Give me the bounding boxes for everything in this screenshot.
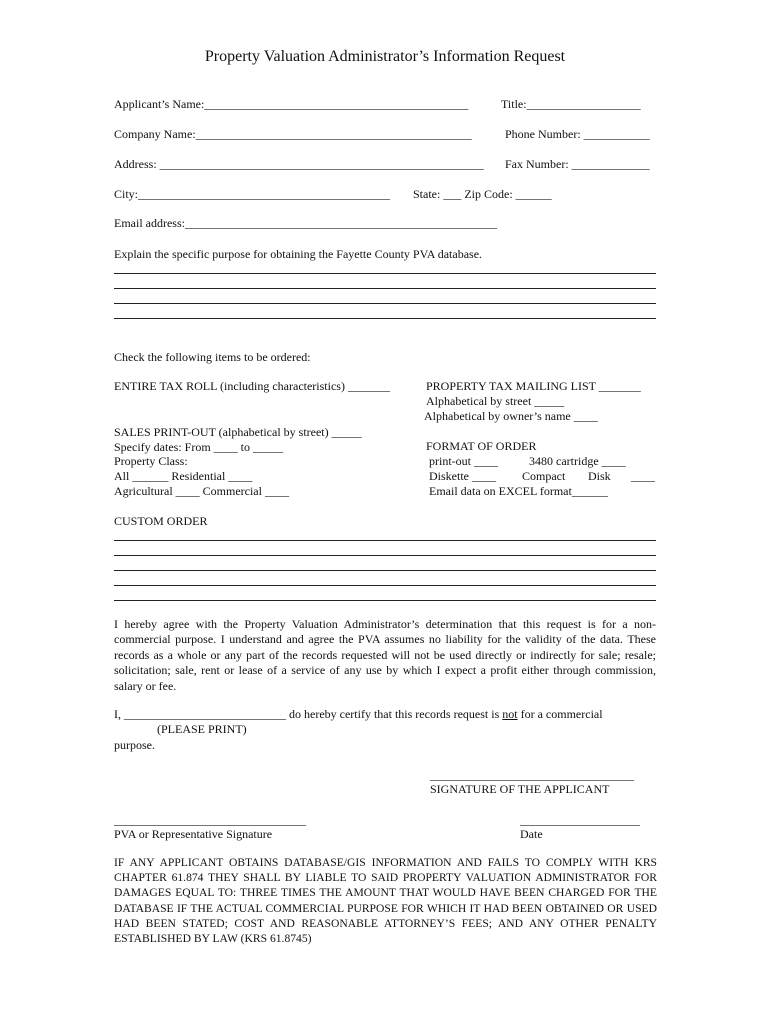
legal-warning: IF ANY APPLICANT OBTAINS DATABASE/GIS INFORMATION AND FAILS TO COMPLY WITH KRS CHAPTER 61.874 THEY SHALL BY LIABLE TO SAID PROPERTY VALUATION ADMINISTRATOR FOR DAMAGES EQUAL TO: THREE TIMES THE AMOUNT THAT WOULD HAVE BEEN CHARGED FOR THE DATABASE IF THE ACTUAL COMMERCIAL PURPOSE FOR WHICH IT HAD BEEN OBTAINED OR USED HAD BEEN STATED; COST AND REASONABLE ATTORNEY’S FEES; AND ANY OTHER PENALTY ESTABLISHED BY LAW (KRS 61.8745) — [114, 856, 657, 946]
order-heading: Check the following items to be ordered: — [114, 350, 311, 364]
custom-order-line[interactable] — [114, 600, 656, 601]
pva-signature-label: PVA or Representative Signature — [114, 827, 273, 841]
disk-blank[interactable]: ____ — [631, 469, 655, 483]
certify-text-start: I, ___________________________ do hereby certify that this records request is — [114, 707, 503, 721]
email-field[interactable]: Email address:____________________________________________________ — [114, 216, 497, 230]
page-title: Property Valuation Administrator’s Information Request — [204, 48, 566, 65]
custom-order-line[interactable] — [114, 585, 656, 586]
applicant-name-field[interactable]: Applicant’s Name:____________________________________________ — [114, 97, 469, 111]
applicant-signature-line[interactable]: __________________________________ — [430, 768, 634, 782]
printout-option[interactable]: print-out ____ — [429, 454, 498, 468]
email-excel-option[interactable]: Email data on EXCEL format______ — [429, 484, 608, 498]
disk-option[interactable]: Disk — [588, 469, 611, 483]
please-print-label: (PLEASE PRINT) — [157, 722, 247, 736]
specify-dates-field[interactable]: Specify dates: From ____ to _____ — [114, 440, 283, 454]
purpose-label: purpose. — [114, 738, 155, 752]
tax-roll-option[interactable]: ENTIRE TAX ROLL (including characteristics) _______ — [114, 379, 390, 393]
purpose-line[interactable] — [114, 288, 656, 289]
custom-order-heading: CUSTOM ORDER — [114, 514, 208, 528]
alpha-owner-option[interactable]: Alphabetical by owner’s name ____ — [424, 409, 598, 423]
custom-order-line[interactable] — [114, 570, 656, 571]
format-heading: FORMAT OF ORDER — [426, 439, 537, 453]
property-class-label: Property Class: — [114, 454, 188, 468]
purpose-line[interactable] — [114, 273, 656, 274]
fax-number-field[interactable]: Fax Number: _____________ — [505, 157, 650, 171]
title-field[interactable]: Title:___________________ — [501, 97, 641, 111]
purpose-line[interactable] — [114, 318, 656, 319]
pva-signature-line[interactable]: ________________________________ — [114, 813, 306, 827]
cartridge-option[interactable]: 3480 cartridge ____ — [529, 454, 626, 468]
compact-option[interactable]: Compact — [522, 469, 566, 483]
purpose-line[interactable] — [114, 303, 656, 304]
agreement-paragraph: I hereby agree with the Property Valuation Administrator’s determination that this request is for a non-commercial purpose. I understand and agree the PVA assumes no liability for the validity of the data. These records as a whole or any part of the records requested will not be used directly or indirectly for sale; resale; solicitation; sale, rent or lease of a service of any use by which I expect a profit either through commission, salary or fee. — [114, 617, 656, 693]
diskette-option[interactable]: Diskette ____ — [429, 469, 496, 483]
address-field[interactable]: Address: ______________________________________________________ — [114, 157, 484, 171]
custom-order-line[interactable] — [114, 555, 656, 556]
phone-number-field[interactable]: Phone Number: ___________ — [505, 127, 650, 141]
purpose-prompt: Explain the specific purpose for obtaining the Fayette County PVA database. — [114, 247, 483, 261]
city-field[interactable]: City:__________________________________________ — [114, 187, 391, 201]
company-name-field[interactable]: Company Name:______________________________________________ — [114, 127, 472, 141]
certify-text-end: for a commercial — [517, 707, 603, 721]
date-label: Date — [520, 827, 543, 841]
sales-printout-option[interactable]: SALES PRINT-OUT (alphabetical by street) _____ — [114, 425, 362, 439]
state-zip-field[interactable]: State: ___ Zip Code: ______ — [413, 187, 552, 201]
date-line[interactable]: ____________________ — [520, 813, 640, 827]
alpha-street-option[interactable]: Alphabetical by street _____ — [426, 394, 565, 408]
custom-order-line[interactable] — [114, 540, 656, 541]
certify-line[interactable] — [114, 707, 603, 722]
certify-not-word: not — [502, 707, 518, 721]
mailing-list-option[interactable]: PROPERTY TAX MAILING LIST _______ — [426, 379, 641, 393]
agri-commercial-option[interactable]: Agricultural ____ Commercial ____ — [114, 484, 289, 498]
applicant-signature-label: SIGNATURE OF THE APPLICANT — [430, 782, 610, 796]
all-residential-option[interactable]: All ______ Residential ____ — [114, 469, 253, 483]
